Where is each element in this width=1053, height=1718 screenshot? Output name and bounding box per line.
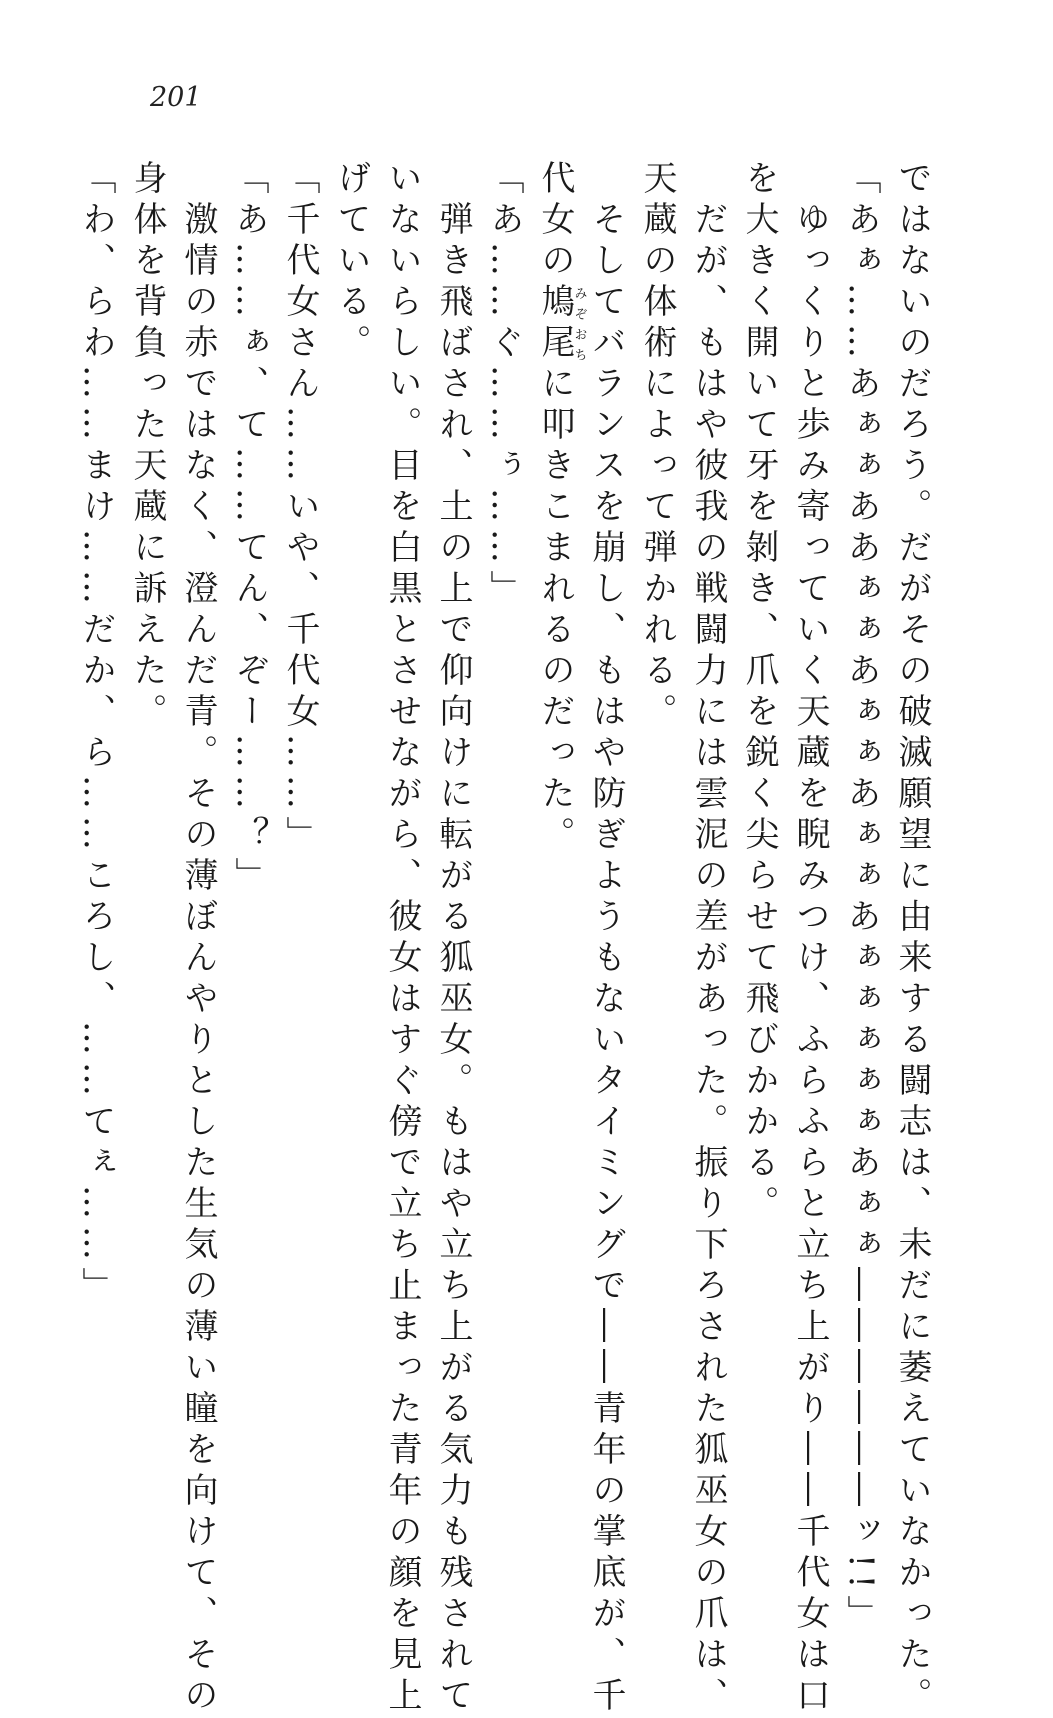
- text-line: だが、もはや彼我の戦闘力には雲泥の差があった。振り下ろされた狐巫女の爪は、: [688, 160, 728, 1718]
- text-line: 天蔵の体術によって弾かれる。: [637, 160, 677, 734]
- text-line: 激情の赤ではなく、澄んだ青。その薄ぼんやりとした生気の薄い瞳を向けて、その: [178, 160, 218, 1718]
- text-line: 「あ……ぁ、て……てん、ぞー……？」: [229, 160, 269, 898]
- text-line: いないらしい。目を白黒とさせながら、彼女はすぐ傍で立ち止まった青年の顔を見上: [382, 160, 422, 1718]
- text-line: 「あ……ぐ……ぅ……」: [484, 160, 524, 611]
- text-line: 弾き飛ばされ、土の上で仰向けに転がる狐巫女。もはや立ち上がる気力も残されて: [433, 160, 473, 1718]
- text-line: 「わ、らわ……まけ……だか、ら……ころし、……てぇ……」: [76, 160, 116, 1308]
- text-line: そしてバランスを崩し、もはや防ぎようもないタイミングで――青年の掌底が、千: [586, 160, 626, 1718]
- text-line: ゆっくりと歩み寄っていく天蔵を睨みつけ、ふらふらと立ち上がり――千代女は口: [790, 160, 830, 1718]
- text-line: 代女の鳩尾みぞおちに叩きこまれるのだった。: [535, 160, 587, 857]
- text-line: げている。: [331, 160, 371, 365]
- page-number: 201: [150, 82, 202, 113]
- ruby-annotation: 鳩尾みぞおち: [535, 283, 587, 365]
- text-line: ではないのだろう。だがその破滅願望に由来する闘志は、未だに萎えていなかった。: [892, 160, 932, 1718]
- text-line: 「あぁ……あぁぁああぁぁあぁぁあぁぁあぁぁぁぁぁあぁぁ――――――ッ!!」: [841, 160, 881, 1637]
- text-line: 「千代女さん……いや、千代女……」: [280, 160, 320, 857]
- text-line: を大きく開いて牙を剝き、爪を鋭く尖らせて飛びかかる。: [739, 160, 779, 1226]
- text-line: 身体を背負った天蔵に訴えた。: [127, 160, 167, 734]
